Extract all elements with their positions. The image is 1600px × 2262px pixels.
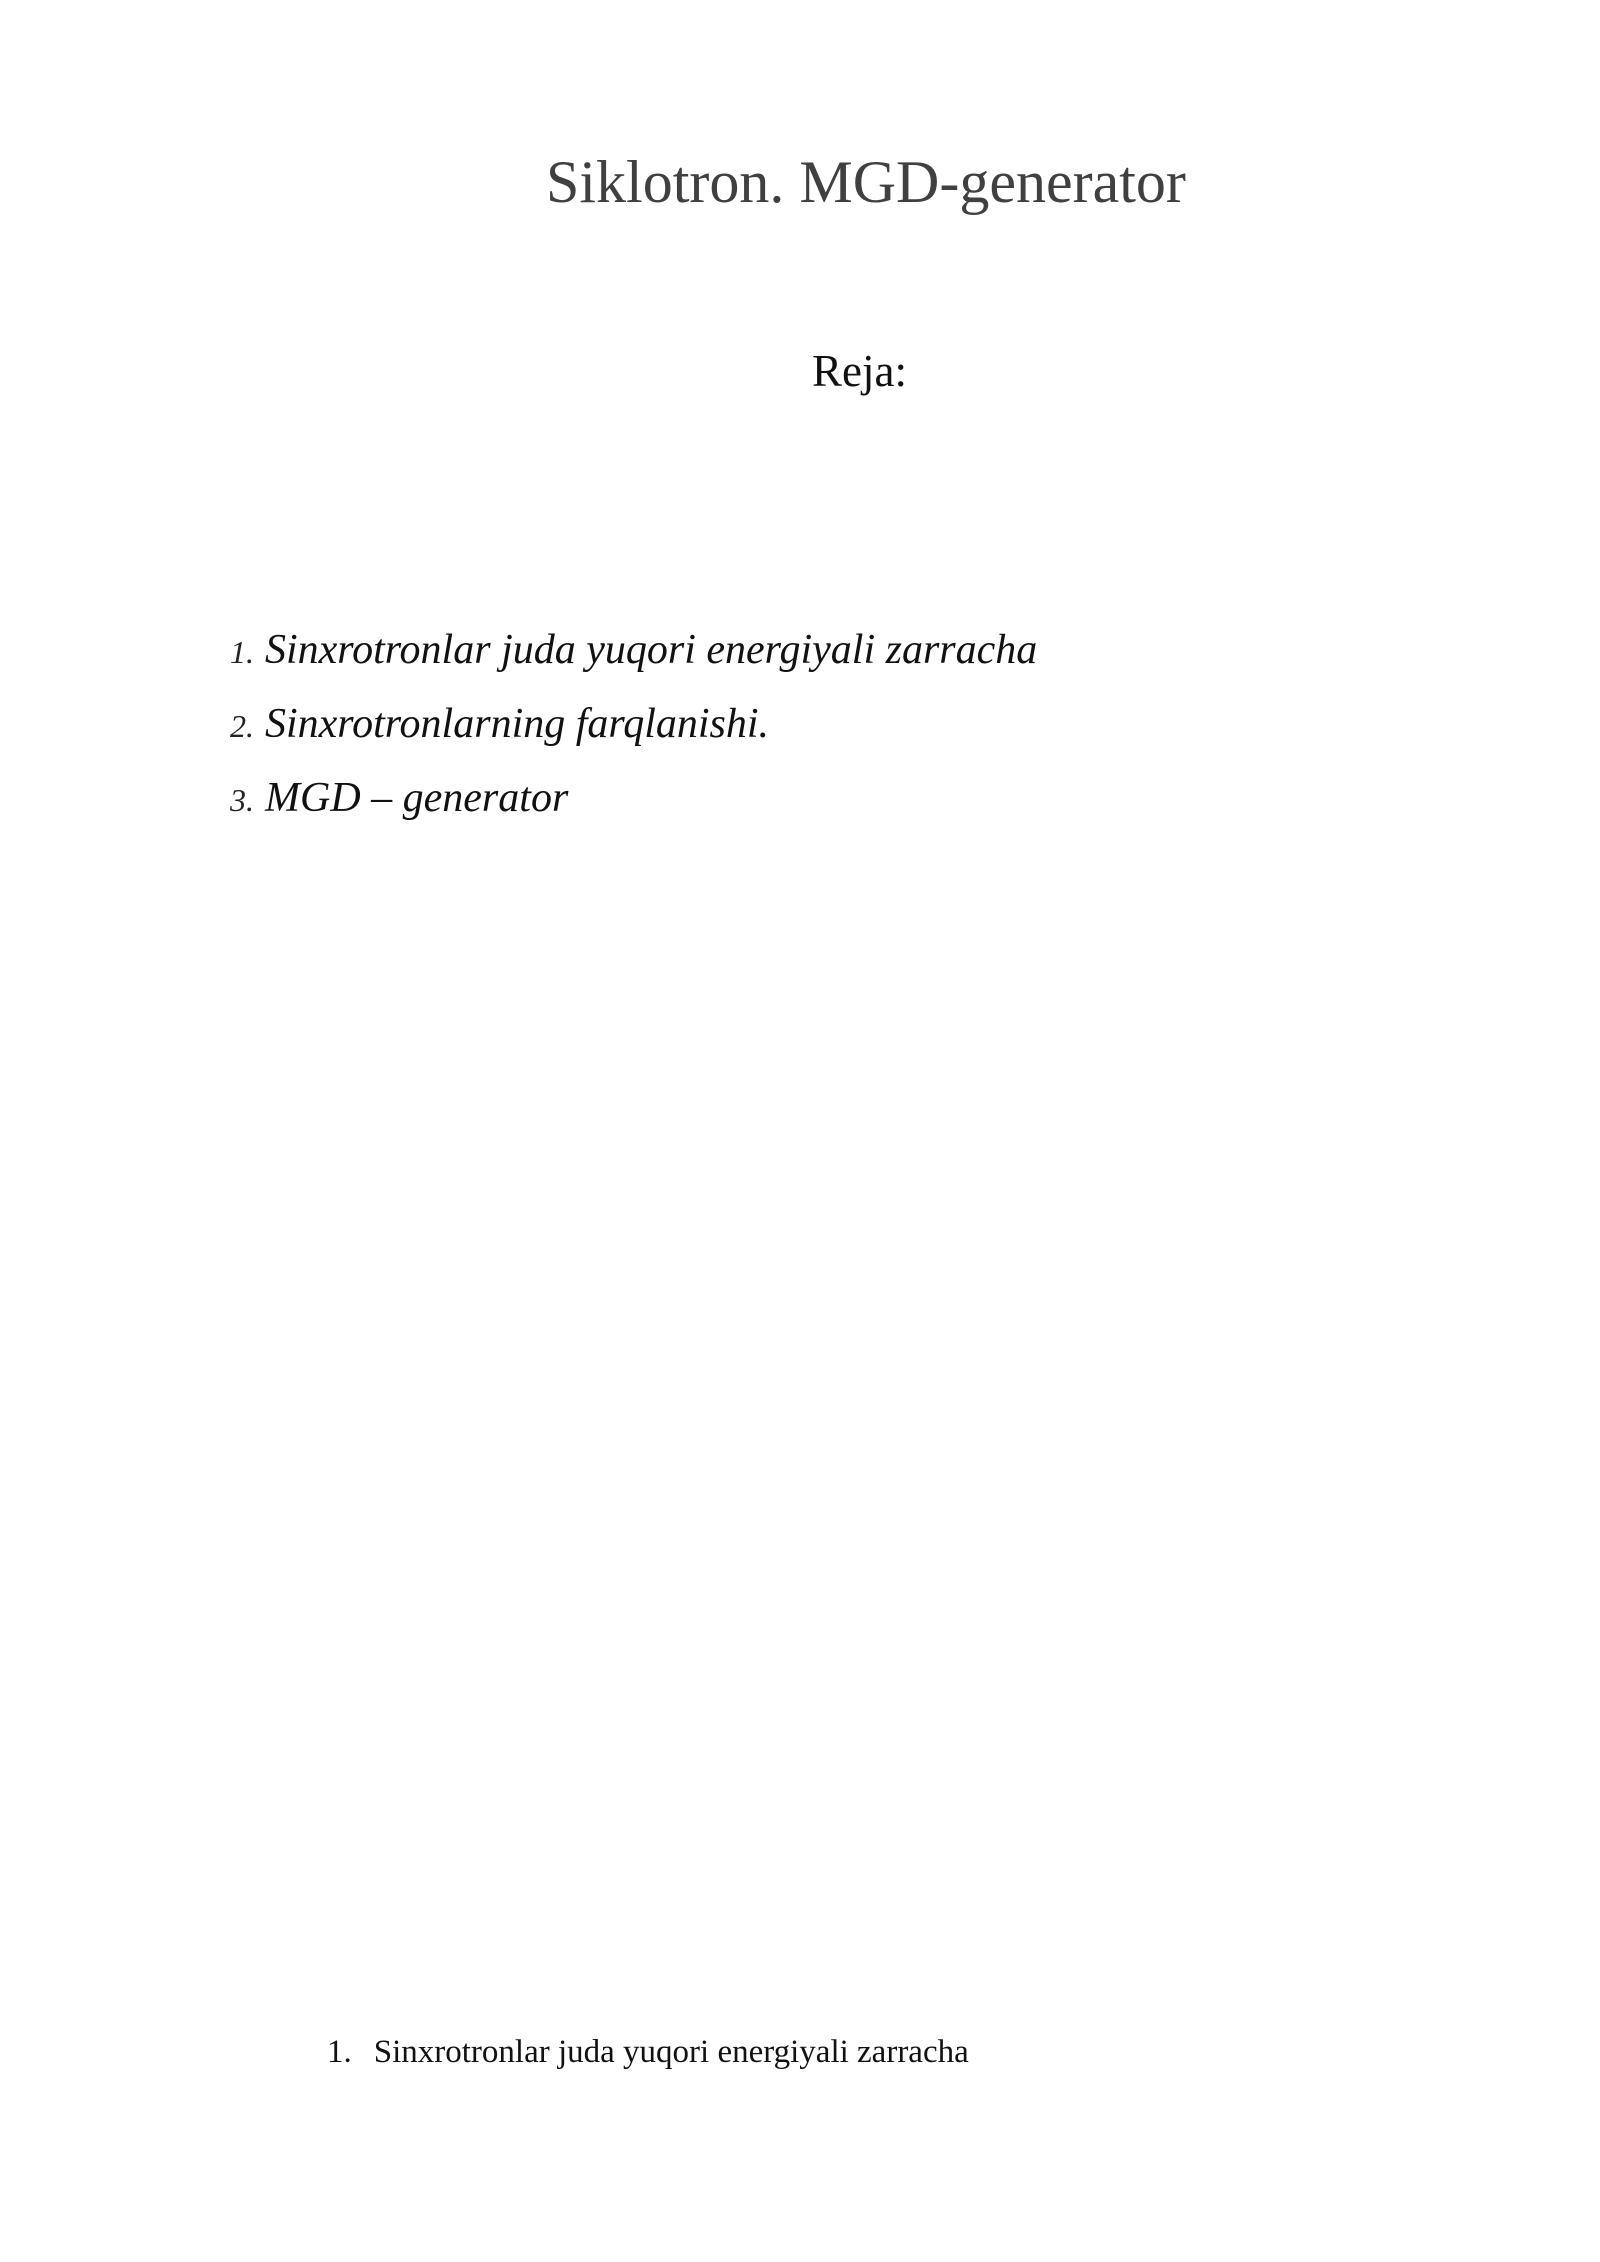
plan-item-text: MGD – generator [265,775,569,821]
plan-item-number: 3. [230,782,254,818]
plan-item-number: 2. [230,708,254,744]
plan-heading: Reja: [812,346,907,396]
plan-item [230,700,1037,774]
plan-item [230,626,1037,700]
plan-list [230,626,1037,848]
plan-item-text: Sinxrotronlar juda yuqori energiyali zarracha [265,627,1038,673]
plan-item-number: 1. [230,634,254,670]
section-heading [327,2034,969,2071]
section-title: Sinxrotronlar juda yuqori energiyali zarracha [373,2034,969,2070]
page-title: Siklotron. MGD-generator [546,149,1186,215]
plan-item [230,774,1037,848]
section-number: 1. [327,2034,352,2070]
plan-item-text: Sinxrotronlarning farqlanishi. [265,701,770,747]
